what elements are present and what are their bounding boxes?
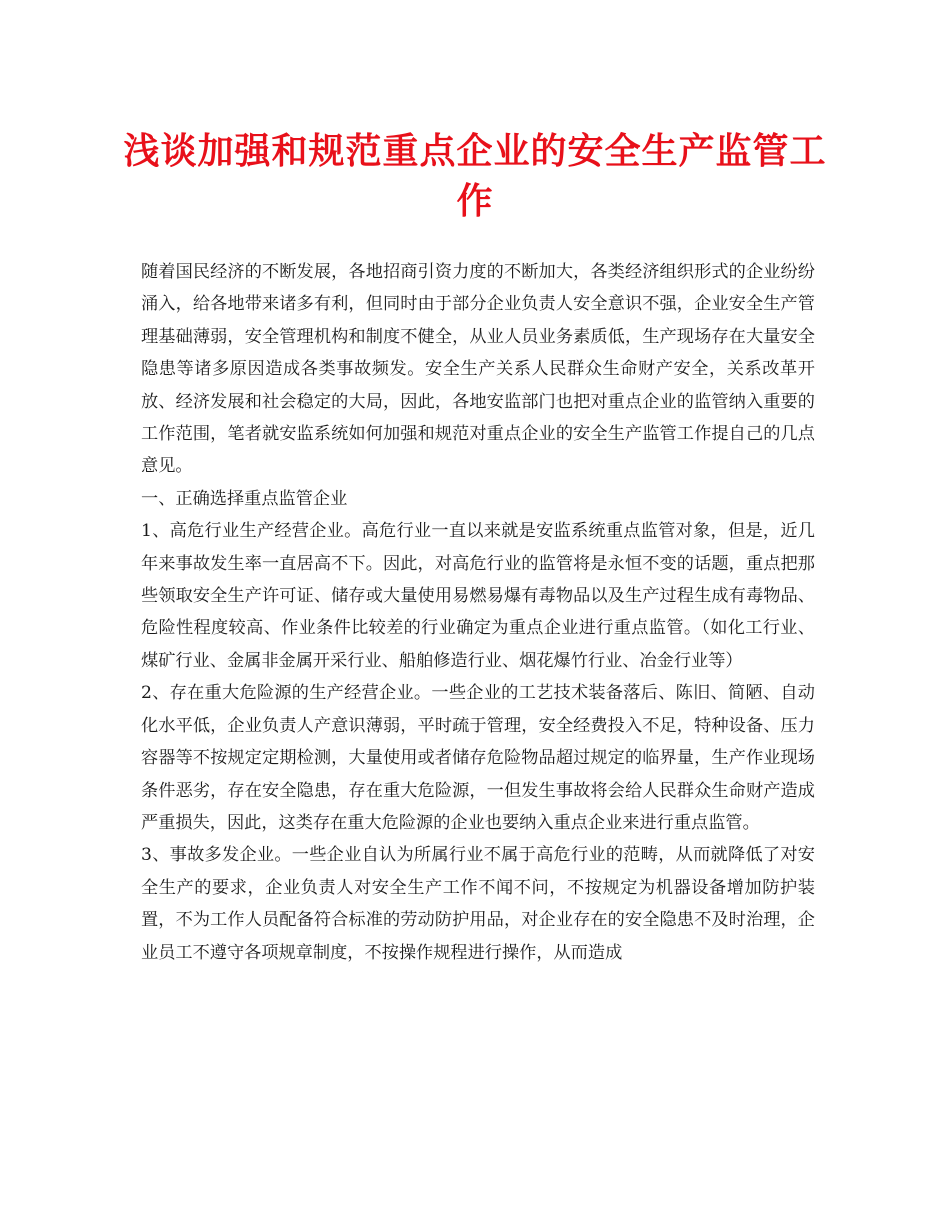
- section-heading: 一、正确选择重点监管企业: [141, 488, 348, 509]
- item-paragraph-2: 2、存在重大危险源的生产经营企业。一些企业的工艺技术装备落后、陈旧、简陋、自动化水平低，企业负责人产意识薄弱，平时疏于管理，安全经费投入不足，特种设备、压力容器等不按规定定期检测，大量使用或者储存危险物品超过规定的临界量，生产作业现场条件恶劣，存在安全隐患，存在重大危险源，一但发生事故将会给人民群众生命财产造成严重损失，因此，这类存在重大危险源的企业也要纳入重点企业来进行重点监管。: [141, 683, 815, 833]
- item-paragraph-3: 3、事故多发企业。一些企业自认为所属行业不属于高危行业的范畴，从而就降低了对安全生产的要求，企业负责人对安全生产工作不闻不问，不按规定为机器设备增加防护装置，不为工作人员配备符合标准的劳动防护用品，对企业存在的安全隐患不及时治理，企业员工不遵守各项规章制度，不按操作规程进行操作，从而造成: [141, 845, 815, 963]
- item-paragraph-1: 1、高危行业生产经营企业。高危行业一直以来就是安监系统重点监管对象，但是，近几年来事故发生率一直居高不下。因此，对高危行业的监管将是永恒不变的话题，重点把那些领取安全生产许可证、储存或大量使用易燃易爆有毒物品以及生产过程生成有毒物品、危险性程度较高、作业条件比较差的行业确定为重点企业进行重点监管。（如化工行业、煤矿行业、金属非金属开采行业、船舶修造行业、烟花爆竹行业、冶金行业等）: [141, 521, 815, 671]
- intro-paragraph: 随着国民经济的不断发展，各地招商引资力度的不断加大，各类经济组织形式的企业纷纷涌入，给各地带来诸多有利，但同时由于部分企业负责人安全意识不强，企业安全生产管理基础薄弱，安全管理机构和制度不健全，从业人员业务素质低，生产现场存在大量安全隐患等诸多原因造成各类事故频发。安全生产关系人民群众生命财产安全，关系改革开放、经济发展和社会稳定的大局，因此，各地安监部门也把对重点企业的监管纳入重要的工作范围，笔者就安监系统如何加强和规范对重点企业的安全生产监管工作提自己的几点意见。: [141, 262, 815, 477]
- document-body: [141, 256, 815, 969]
- document-title: 浅谈加强和规范重点企业的安全生产监管工作: [123, 130, 827, 222]
